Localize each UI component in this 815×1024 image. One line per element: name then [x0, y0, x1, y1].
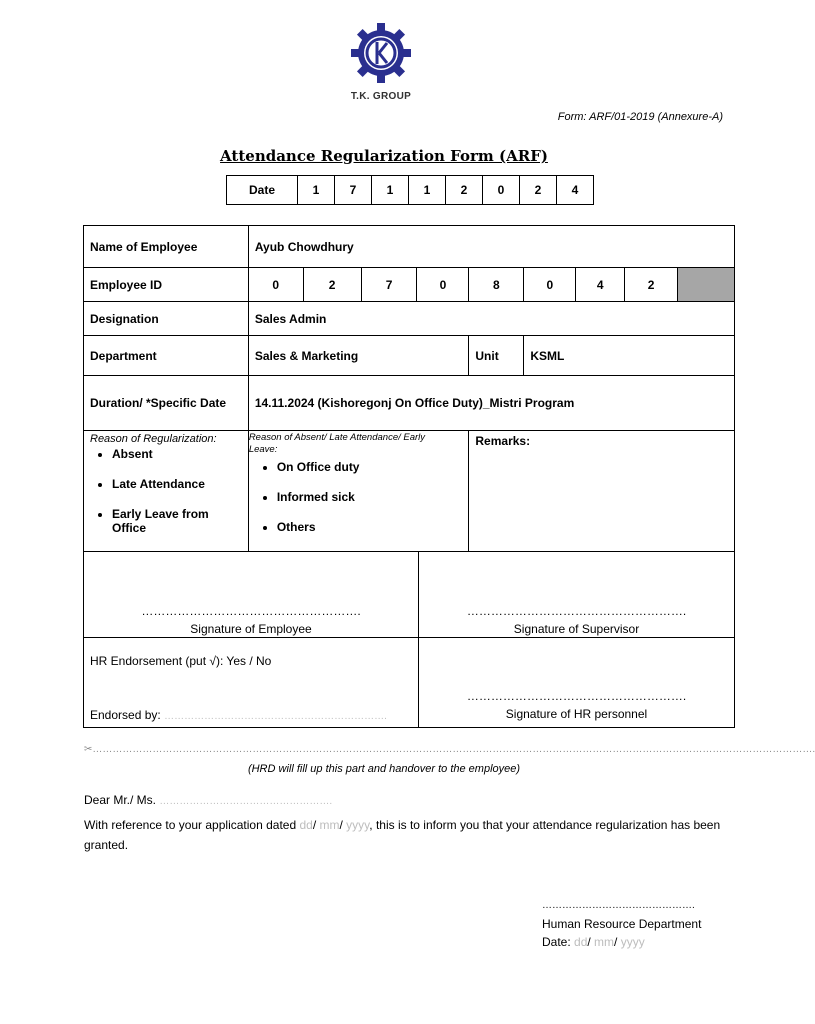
reason-col1-title: Reason of Regularization:: [90, 433, 217, 445]
hr-date-line[interactable]: Date: dd/ mm/ yyyy: [542, 935, 645, 949]
endorsed-by-line[interactable]: [90, 708, 387, 722]
remarks-label[interactable]: Remarks:: [469, 431, 735, 552]
employee-id-label: Employee ID: [84, 268, 249, 302]
salutation: Dear Mr./ Ms.: [84, 793, 157, 807]
date-mm-placeholder[interactable]: mm: [319, 818, 340, 832]
employee-id-digit[interactable]: 8: [469, 268, 524, 302]
reason-item-early[interactable]: • Early Leave from Office: [112, 507, 242, 535]
hr-date-mm[interactable]: mm: [594, 935, 615, 949]
employee-id-digit[interactable]: 2: [303, 268, 361, 302]
endorsed-by-dots: ………………………………………………………….: [164, 711, 387, 722]
hr-department-label: Human Resource Department: [542, 917, 702, 931]
hr-date-label: Date:: [542, 935, 575, 949]
salutation-line[interactable]: [84, 790, 332, 812]
reason-item-absent[interactable]: • Absent: [112, 447, 242, 461]
cut-line-dots: ……………………………………………………………………………………………………………………………………………………………………………………………….: [92, 744, 815, 755]
hr-date-yyyy[interactable]: yyyy: [620, 935, 645, 949]
employee-id-digit[interactable]: 0: [524, 268, 576, 302]
hr-endorsement-cell: [84, 638, 419, 728]
designation-value[interactable]: Sales Admin: [248, 302, 734, 336]
signature-table: [83, 551, 735, 728]
employee-id-digit[interactable]: 0: [248, 268, 303, 302]
date-digit[interactable]: 2: [520, 176, 557, 205]
date-dd-placeholder[interactable]: dd: [299, 818, 313, 832]
reason-item-late[interactable]: • Late Attendance: [112, 477, 242, 491]
hr-endorsement-text[interactable]: HR Endorsement (put √): Yes / No: [90, 654, 272, 668]
date-digit[interactable]: 0: [483, 176, 520, 205]
employee-id-digit[interactable]: 0: [417, 268, 469, 302]
duration-value[interactable]: 14.11.2024 (Kishoregonj On Office Duty)_Mistri Program: [248, 376, 734, 431]
reason-item-sick[interactable]: • Informed sick: [277, 490, 469, 504]
duration-label: Duration/ *Specific Date: [84, 376, 249, 431]
company-logo: [340, 22, 422, 102]
letter-body: With reference to your application dated dd/ mm/ yyyy, this is to inform you that your attendance regularization has been granted.: [84, 818, 721, 852]
date-digit[interactable]: 4: [557, 176, 594, 205]
unit-value[interactable]: KSML: [524, 336, 735, 376]
date-digit[interactable]: 7: [335, 176, 372, 205]
employee-signature-cell[interactable]: [84, 552, 419, 638]
department-label: Department: [84, 336, 249, 376]
hr-date-dd[interactable]: dd: [574, 935, 588, 949]
signature-dots: ……………………………………………….: [466, 604, 687, 618]
date-digit[interactable]: 1: [298, 176, 335, 205]
employee-id-grey-cell: [678, 268, 735, 302]
signature-dots: ……………………………………………….: [466, 689, 687, 703]
employee-info-table: [83, 225, 735, 552]
reason-item-office-duty[interactable]: • On Office duty: [277, 460, 469, 474]
supervisor-signature-cell[interactable]: [419, 552, 735, 638]
date-digit[interactable]: 2: [446, 176, 483, 205]
scissors-icon: ✂: [84, 744, 93, 755]
reason-col2: [248, 431, 469, 552]
reason-item-others[interactable]: • Others: [277, 520, 469, 534]
department-value[interactable]: Sales & Marketing: [248, 336, 469, 376]
cut-line-note: (HRD will fill up this part and handover to the employee): [247, 763, 521, 775]
form-code: Form: ARF/01-2019 (Annexure-A): [557, 111, 723, 123]
hr-sign-block: [542, 897, 701, 951]
signature-dots: ……………………………………………….: [141, 604, 361, 618]
reason-col1: [84, 431, 249, 552]
letter-body-post: , this is to inform you that your attendance regularization has been granted.: [84, 818, 721, 852]
unit-label: Unit: [469, 336, 524, 376]
reason-col2-title: Reason of Absent/ Late Attendance/ Early Leave:: [248, 432, 426, 455]
employee-id-digit[interactable]: 4: [576, 268, 625, 302]
employee-id-digit[interactable]: 7: [361, 268, 417, 302]
supervisor-signature-label: Signature of Supervisor: [513, 622, 640, 636]
designation-label: Designation: [84, 302, 249, 336]
name-label: Name of Employee: [84, 226, 249, 268]
salutation-dots: …………………………………………….: [159, 796, 333, 807]
employee-signature-label: Signature of Employee: [190, 622, 312, 636]
hr-sign-dots: ……………………………………….: [542, 900, 695, 911]
page-title: Attendance Regularization Form (ARF): [220, 147, 548, 165]
hr-signature-cell[interactable]: [419, 638, 735, 728]
logo-text: T.K. GROUP: [350, 91, 412, 102]
gear-logo-icon: [350, 22, 412, 84]
date-digit[interactable]: 1: [409, 176, 446, 205]
date-label: Date: [227, 176, 298, 205]
hr-signature-label: Signature of HR personnel: [505, 707, 648, 721]
letter-body-pre: With reference to your application dated: [84, 818, 300, 832]
date-yyyy-placeholder[interactable]: yyyy: [346, 818, 370, 832]
employee-id-digit[interactable]: 2: [625, 268, 678, 302]
date-digit[interactable]: 1: [372, 176, 409, 205]
cut-line: [84, 744, 815, 755]
name-value[interactable]: Ayub Chowdhury: [248, 226, 734, 268]
date-table: [226, 175, 594, 205]
endorsed-by-label: Endorsed by:: [90, 708, 161, 722]
